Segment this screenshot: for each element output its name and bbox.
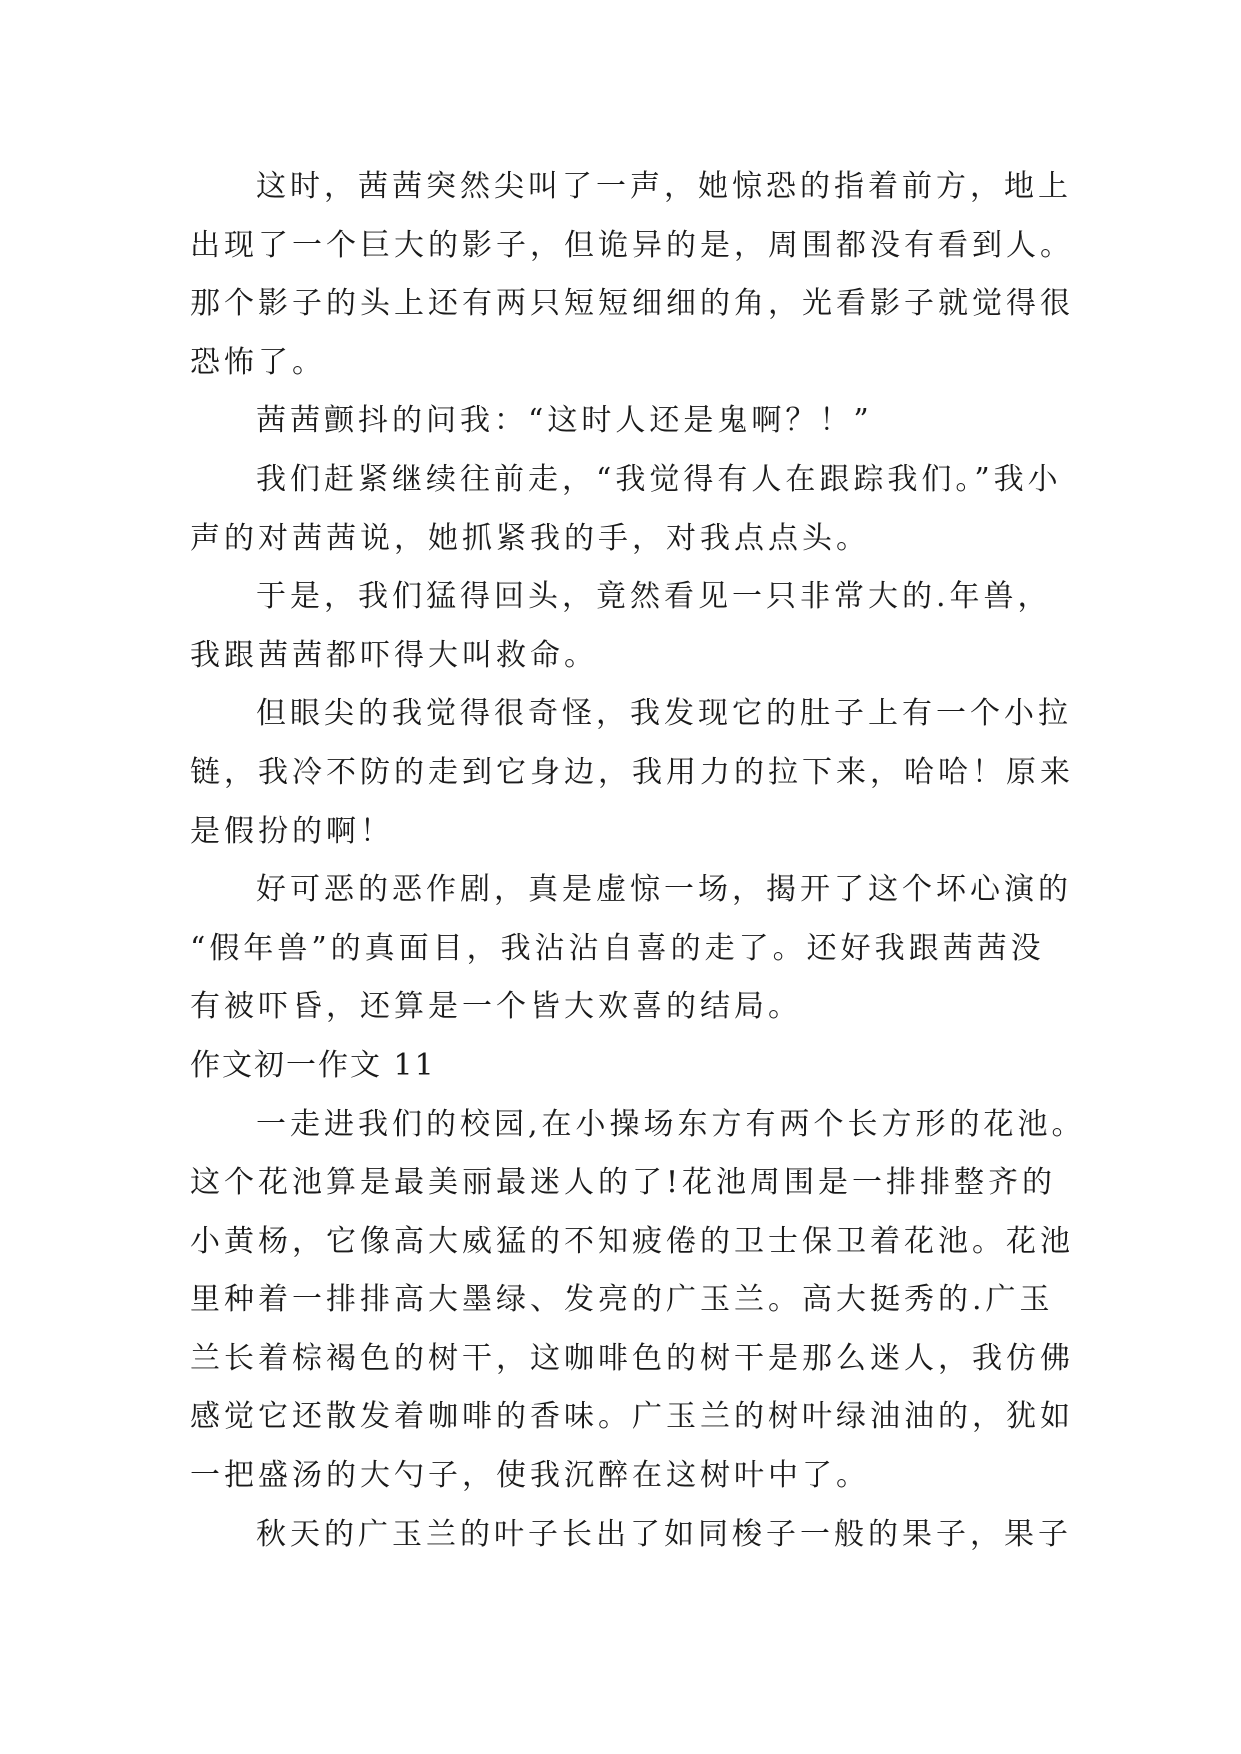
text-line: 出现了一个巨大的影子，但诡异的是，周围都没有看到人。 <box>190 227 1074 263</box>
essay-body <box>190 158 1086 1564</box>
text-line: 链，我冷不防的走到它身边，我用力的拉下来，哈哈！原来 <box>190 754 1074 790</box>
text-line: 小黄杨，它像高大威猛的不知疲倦的卫士保卫着花池。花池 <box>190 1223 1074 1259</box>
text-line: 好可恶的恶作剧，真是虚惊一场，揭开了这个坏心演的 <box>256 872 1072 908</box>
text-line: 我们赶紧继续往前走，“我觉得有人在跟踪我们。”我小 <box>256 461 1062 497</box>
text-line: 恐怖了。 <box>190 344 326 380</box>
text-line: 有被吓昏，还算是一个皆大欢喜的结局。 <box>190 989 802 1025</box>
text-line: “假年兽”的真面目，我沾沾自喜的走了。还好我跟茜茜没 <box>190 930 1045 966</box>
text-line: 秋天的广玉兰的叶子长出了如同梭子一般的果子，果子 <box>256 1516 1072 1552</box>
text-line: 茜茜颤抖的问我：“这时人还是鬼啊？！” <box>256 403 873 439</box>
paragraph <box>190 392 1070 451</box>
text-line: 这个花池算是最美丽最迷人的了!花池周围是一排排整齐的 <box>190 1165 1057 1201</box>
paragraph <box>190 861 1070 1037</box>
text-line: 感觉它还散发着咖啡的香味。广玉兰的树叶绿油油的，犹如 <box>190 1399 1074 1435</box>
paragraph <box>190 685 1074 861</box>
text-line: 一把盛汤的大勺子，使我沉醉在这树叶中了。 <box>190 1458 870 1494</box>
text-line: 一走进我们的校园,在小操场东方有两个长方形的花池。 <box>256 1106 1086 1142</box>
text-line: 我跟茜茜都吓得大叫救命。 <box>190 637 598 673</box>
paragraph <box>190 1506 1070 1565</box>
paragraph <box>190 568 1070 685</box>
text-line: 是假扮的啊！ <box>190 813 394 849</box>
text-line: 声的对茜茜说，她抓紧我的手，对我点点头。 <box>190 520 870 556</box>
text-line: 里种着一排排高大墨绿、发亮的广玉兰。高大挺秀的.广玉 <box>190 1282 1054 1318</box>
paragraph <box>190 451 1070 568</box>
text-line: 那个影子的头上还有两只短短细细的角，光看影子就觉得很 <box>190 286 1074 322</box>
paragraph <box>190 158 1074 392</box>
paragraph <box>190 1096 1086 1506</box>
text-line: 兰长着棕褐色的树干，这咖啡色的树干是那么迷人，我仿佛 <box>190 1340 1074 1376</box>
text-line: 但眼尖的我觉得很奇怪，我发现它的肚子上有一个小拉 <box>256 696 1072 732</box>
section-heading: 作文初一作文 11 <box>190 1047 436 1083</box>
text-line: 于是，我们猛得回头，竟然看见一只非常大的.年兽， <box>256 579 1052 615</box>
text-line: 这时，茜茜突然尖叫了一声，她惊恐的指着前方，地上 <box>256 169 1072 204</box>
